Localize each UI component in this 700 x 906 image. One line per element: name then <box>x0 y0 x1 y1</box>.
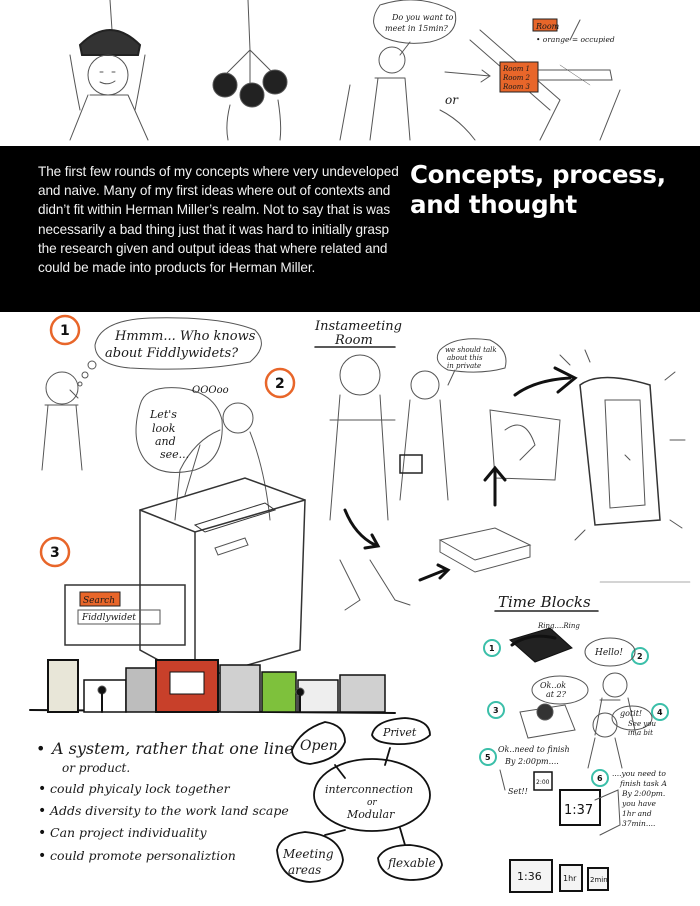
clock-1-37: 1:37 <box>564 803 594 818</box>
mind-center-2: or <box>367 798 377 808</box>
bullet-2: could phyicaly lock together <box>50 781 230 796</box>
bullet-dot-1: • <box>36 739 46 758</box>
mind-flexable: flexable <box>388 856 436 870</box>
bullet-dot-4: • <box>38 825 47 841</box>
think-line4: see... <box>160 448 190 461</box>
finish2-line2: finish task A <box>620 779 667 788</box>
finish2-line4: you have <box>622 799 656 808</box>
room-note: • orange = occupied <box>536 35 615 44</box>
search-label: Search <box>83 596 115 606</box>
bullet-1: A system, rather that one line <box>52 739 294 758</box>
mind-center-3: Modular <box>347 808 395 821</box>
step-2: 2 <box>275 376 285 392</box>
time-blocks-title: Time Blocks <box>498 593 591 611</box>
block-3: 2min <box>590 876 608 884</box>
block-1: 1:36 <box>517 870 542 883</box>
step-1: 1 <box>60 323 70 339</box>
room-2: Room 2 <box>503 74 531 82</box>
bullet-dot-5: • <box>38 848 47 864</box>
think-line1: Let's <box>150 408 177 421</box>
middle-sketch <box>41 316 690 680</box>
bullet-4: Can project individuality <box>50 825 207 840</box>
ok-line2: at 2? <box>546 690 566 699</box>
insta-speech-3: in private <box>447 362 482 370</box>
top-speech-line1: Do you want to <box>392 13 454 22</box>
bullet-3: Adds diversity to the work land scape <box>50 803 289 818</box>
thought-line1: Hmmm... Who knows <box>115 329 256 344</box>
step-3: 3 <box>50 545 60 561</box>
bullet-dot-2: • <box>38 781 47 797</box>
finish-line1: Ok..need to finish <box>498 745 570 754</box>
tb-step-5: 5 <box>485 753 491 762</box>
top-speech-line2: meet in 15min? <box>385 24 448 33</box>
gotit-line3: in a bit <box>628 729 653 737</box>
finish2-line3: By 2:00pm. <box>622 789 666 798</box>
search-query: Fiddlywidet <box>82 613 136 623</box>
finish-line2: By 2:00pm.... <box>505 757 559 766</box>
gotit-line1: gotit! <box>620 709 643 718</box>
building-elevation <box>30 660 395 713</box>
room-3: Room 3 <box>503 83 531 91</box>
bullet-5: could promote personaliztion <box>50 848 236 863</box>
mind-meeting-2: areas <box>288 863 322 877</box>
finish-line3: Set!! <box>508 787 528 796</box>
heading-line-1: Concepts, process, <box>410 160 666 189</box>
ok-line1: Ok..ok <box>540 681 567 690</box>
thought-line2: about Fiddlywidets? <box>105 346 239 361</box>
tb-step-2: 2 <box>637 652 643 661</box>
gotit-line2: See you <box>628 720 656 728</box>
block-2: 1hr <box>563 874 577 883</box>
room-1: Room 1 <box>503 65 531 73</box>
insta-speech-2: about this <box>447 354 483 362</box>
mind-center-1: interconnection <box>325 783 414 796</box>
insta-title-line2: Room <box>335 333 373 348</box>
tb-step-3: 3 <box>493 706 499 715</box>
clock-small: 2:00 <box>536 779 550 786</box>
finish2-line6: 37min.... <box>622 819 656 828</box>
tb-step-6: 6 <box>597 774 603 783</box>
or-label: or <box>445 93 458 107</box>
insta-title-line1: Instameeting <box>315 319 402 334</box>
mind-open: Open <box>300 738 338 754</box>
hello-text: Hello! <box>595 648 623 658</box>
ring-text: Ring....Ring <box>538 622 580 630</box>
tb-step-1: 1 <box>489 644 495 653</box>
ooo-text: OOOoo <box>192 385 229 396</box>
intro-paragraph: The first few rounds of my concepts where very undeveloped and naive. Many of my first ideas where out of contexts and didn’t fit within Herman Miller’s realm. Not to say that is was necessarily a bad thing just that it was hard to initially grasp the research given and output ideas that where related and could be made into products for Herman Miller. <box>38 164 399 276</box>
heading-line-2: and thought <box>410 190 577 219</box>
bullet-dot-3: • <box>38 803 47 819</box>
mind-meeting-1: Meeting <box>283 847 334 861</box>
tb-step-4: 4 <box>657 708 663 717</box>
finish2-line5: 1hr and <box>622 809 652 818</box>
insta-speech-1: we should talk <box>445 346 497 354</box>
bullet-1-cont: or product. <box>62 761 131 775</box>
think-line3: and <box>155 435 176 448</box>
finish2-line1: ....you need to <box>612 769 666 778</box>
mind-privet: Privet <box>383 726 417 739</box>
room-label: Room <box>536 22 560 31</box>
page-heading <box>410 160 700 220</box>
think-line2: look <box>152 422 176 435</box>
